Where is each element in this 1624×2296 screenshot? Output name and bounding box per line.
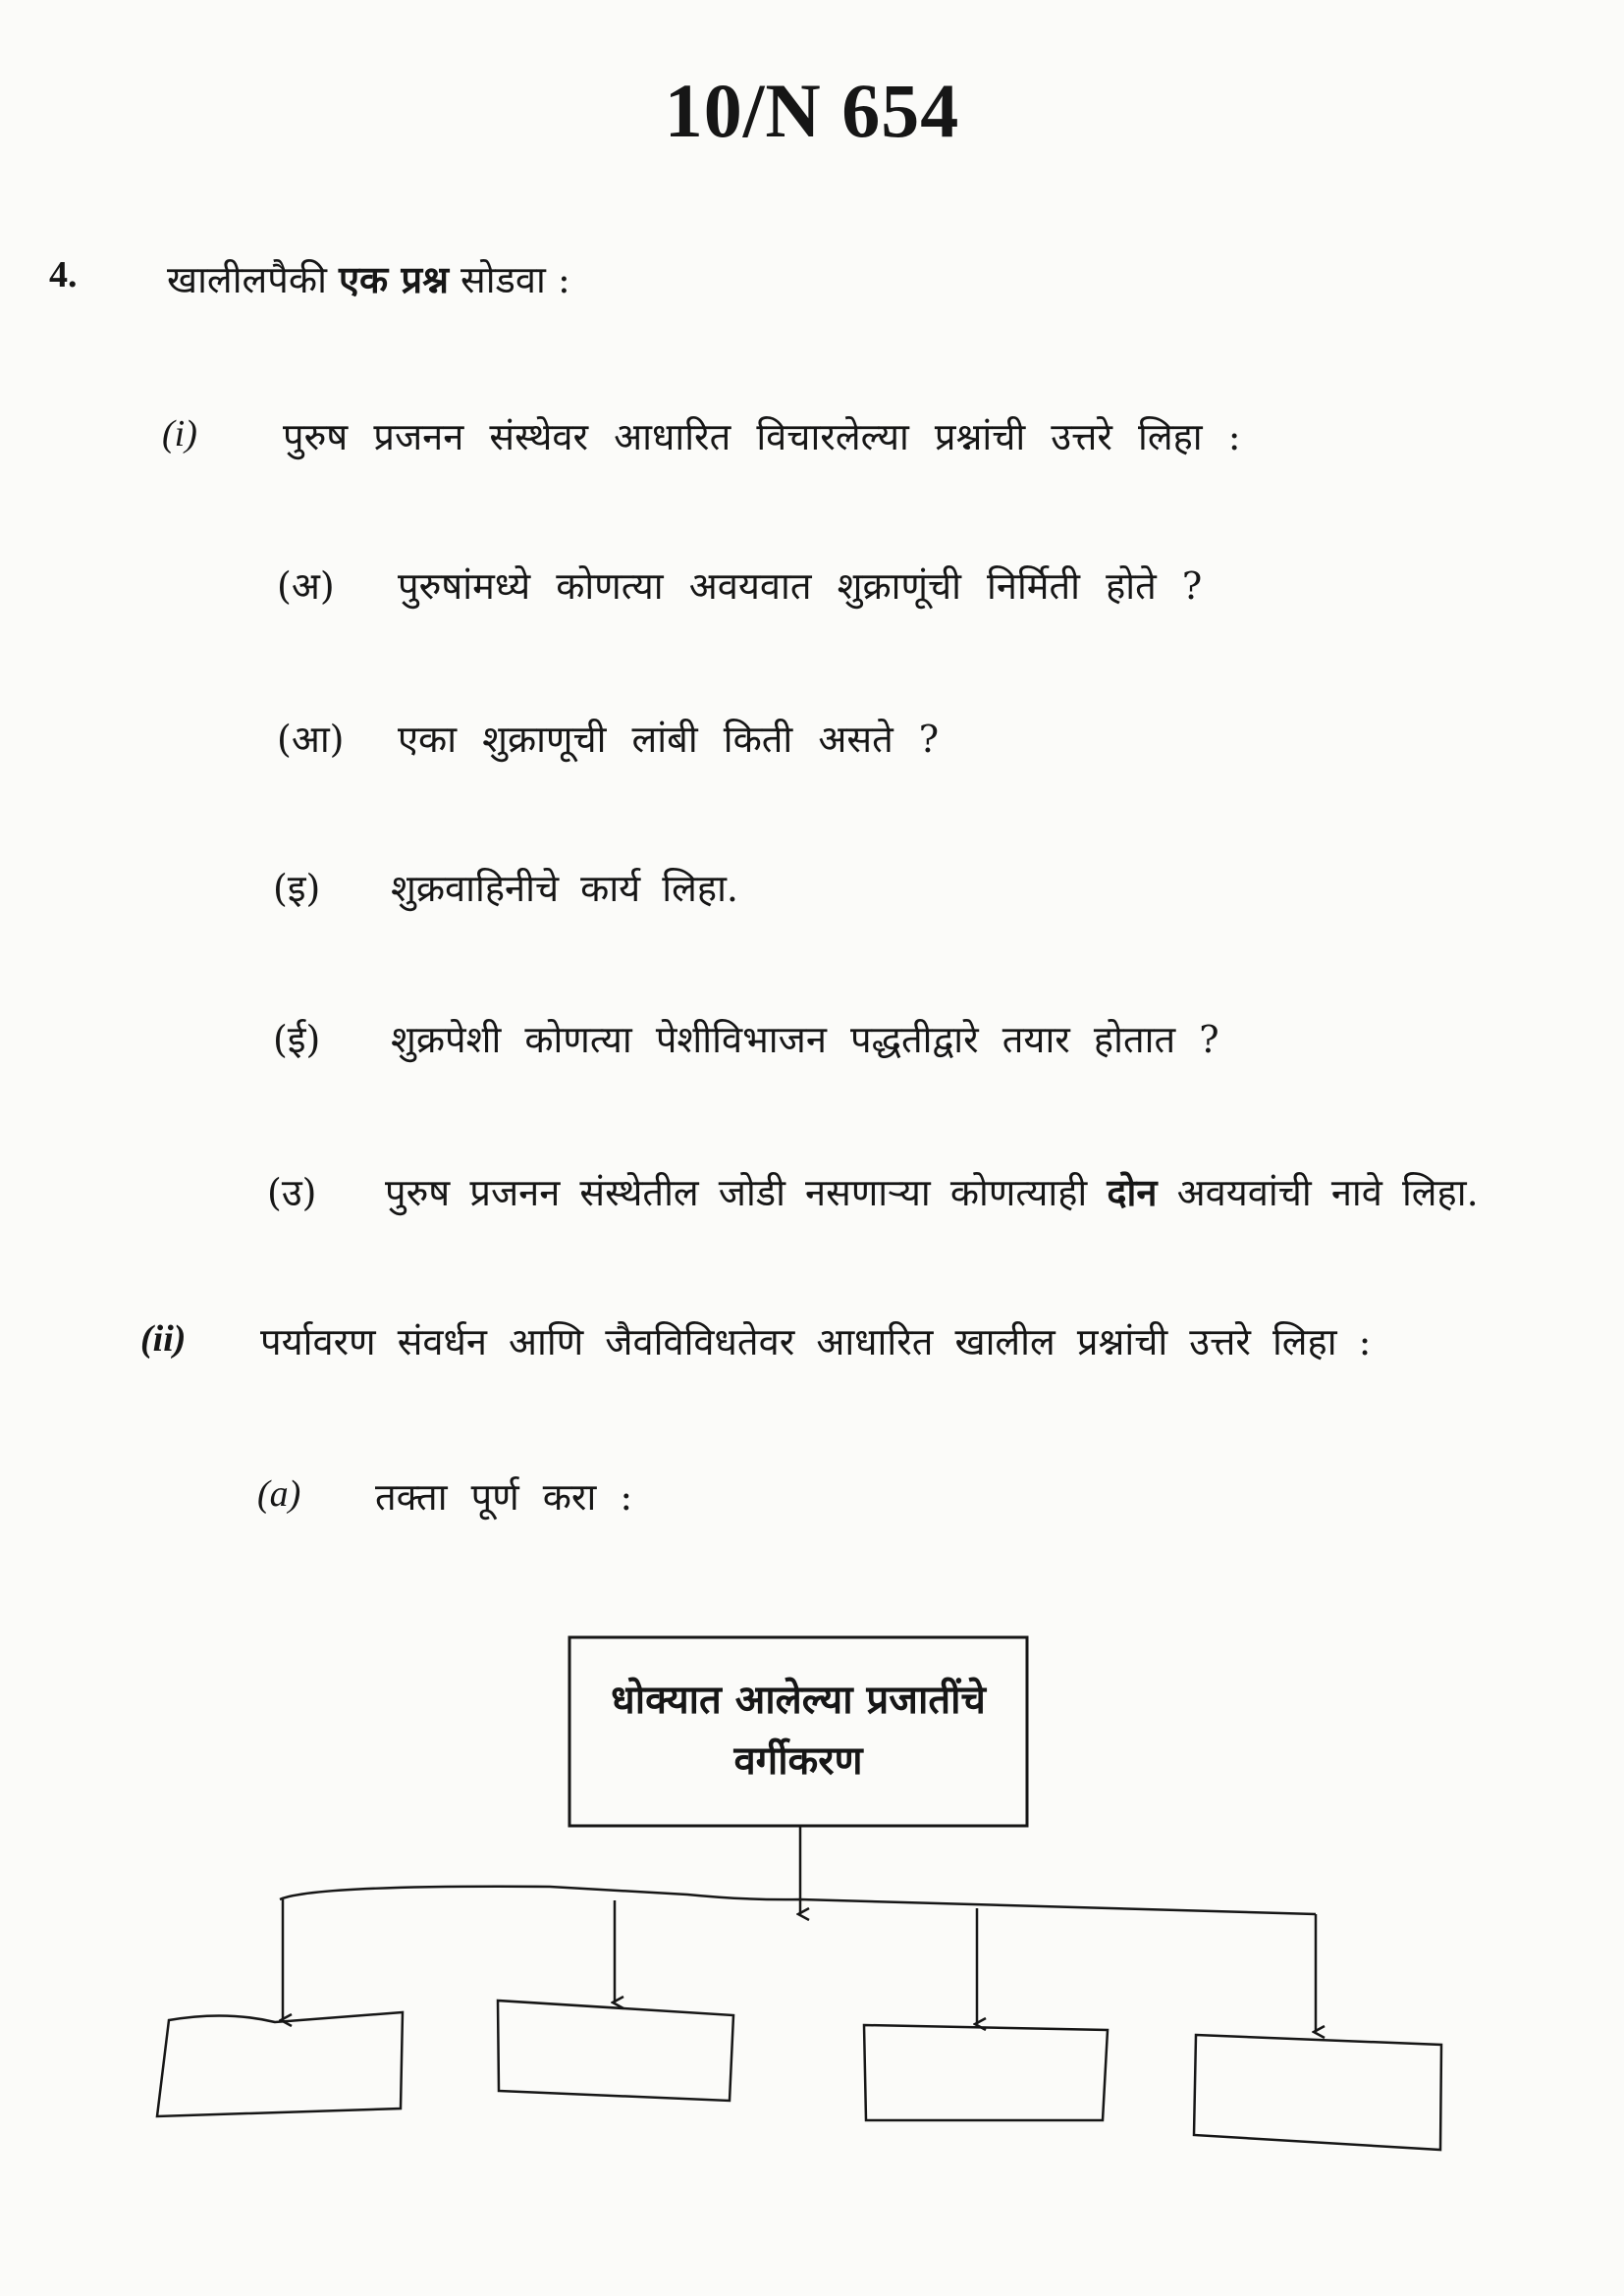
blank-box-3 (864, 2025, 1108, 2120)
part-ii-label: (ii) (140, 1318, 187, 1360)
branch-line (280, 1887, 1316, 1914)
flowchart-title: धोक्यात आलेल्या प्रजातींचे वर्गीकरण (611, 1677, 986, 1784)
instruction-text-end: सोडवा : (460, 258, 570, 301)
item-u-emphasis: दोन (1107, 1170, 1158, 1214)
question-number: 4. (49, 254, 78, 295)
item-i-text: शुक्रवाहिनीचे कार्य लिहा. (391, 867, 739, 910)
item-ii-label: (ई) (273, 1018, 321, 1061)
item-aa-text: एका शुक्राणूची लांबी किती असते ? (398, 718, 940, 761)
blank-box-1 (157, 2012, 403, 2116)
item-a-label: (अ) (277, 564, 335, 608)
instruction-text: खालीलपैकी (167, 258, 327, 301)
item-ii-text: शुक्रपेशी कोणत्या पेशीविभाजन पद्धतीद्वारे तयार होतात ? (391, 1018, 1219, 1061)
page-code: 10/N 654 (664, 68, 960, 153)
blank-box-2 (498, 2001, 733, 2101)
blank-box-4 (1194, 2035, 1441, 2150)
item-u-text-end: अवयवांची नावे लिहा. (1176, 1171, 1479, 1214)
item-aa-label: (आ) (277, 718, 345, 761)
instruction-emphasis: एक प्रश्न (339, 257, 449, 301)
sub-a-text: तक्ता पूर्ण करा : (375, 1475, 633, 1519)
part-i-label: (i) (162, 413, 197, 454)
item-u-text-start: पुरुष प्रजनन संस्थेतील जोडी नसणाऱ्या कोणत्याही (385, 1171, 1088, 1214)
part-i-prompt: पुरुष प्रजनन संस्थेवर आधारित विचारलेल्या प्रश्नांची उत्तरे लिहा : (283, 415, 1241, 458)
item-a-text: पुरुषांमध्ये कोणत्या अवयवात शुक्राणूंची निर्मिती होते ? (398, 564, 1203, 608)
part-ii-prompt: पर्यावरण संवर्धन आणि जैवविविधतेवर आधारित खालील प्रश्नांची उत्तरे लिहा : (260, 1320, 1372, 1363)
item-i-label: (इ) (273, 867, 321, 910)
item-u-label: (उ) (267, 1171, 317, 1214)
sub-a-label: (a) (257, 1473, 301, 1515)
